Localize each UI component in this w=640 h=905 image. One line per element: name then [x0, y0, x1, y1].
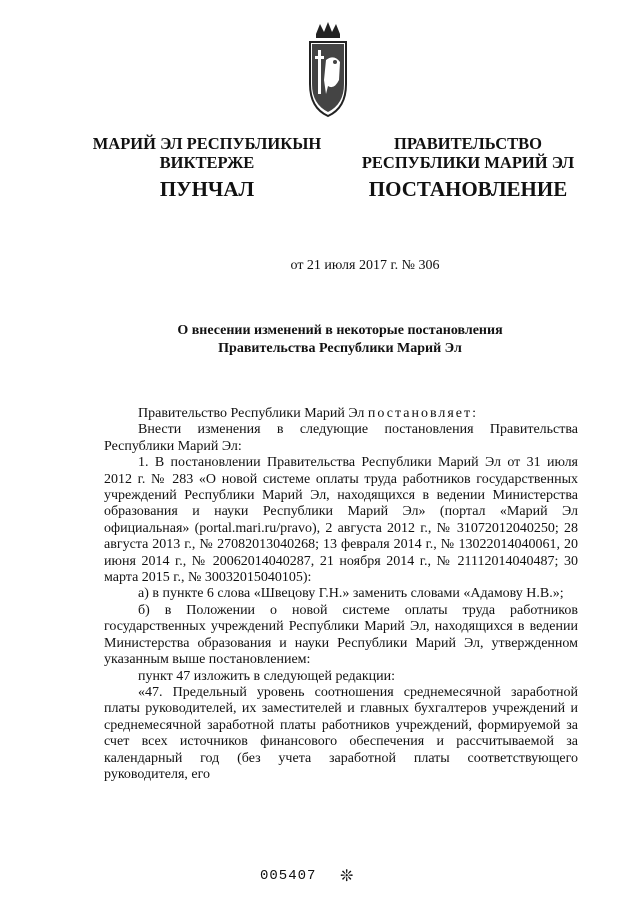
- header-right-org-line2: РЕСПУБЛИКИ МАРИЙ ЭЛ: [361, 153, 575, 172]
- footer-mark: ❊: [340, 868, 354, 885]
- paragraph-3: а) в пункте 6 слова «Швецову Г.Н.» заменить словами «Адамову Н.В.»;: [138, 586, 564, 602]
- paragraph-1: Внести изменения в следующие постановления Правительства Республики Марий Эл:: [104, 422, 578, 454]
- intro-verb: постановляет:: [367, 406, 479, 421]
- doc-type-right: ПОСТАНОВЛЕНИЕ: [368, 177, 568, 201]
- paragraph-6: «47. Предельный уровень соотношения среднемесячной заработной платы руководителей, их заместителей и главных бухгалтеров учреждений и среднемесячной заработной платы работников учреждений, формируемой за счет всех источников финансового обеспечения и рассчитываемой за календарный год (без учета заработной платы соответствующего руководителя, его: [104, 684, 578, 782]
- header-left-org-line2: ВИКТЕРЖЕ: [159, 153, 255, 172]
- doc-type-left: ПУНЧАЛ: [159, 177, 255, 201]
- document-body: [104, 406, 578, 783]
- coat-of-arms-emblem: [304, 20, 352, 120]
- header-right-org-line1: ПРАВИТЕЛЬСТВО: [394, 134, 542, 153]
- serial-number: 005407: [260, 868, 317, 884]
- paragraph-2: 1. В постановлении Правительства Республики Марий Эл от 31 июля 2012 г. № 283 «О новой системе оплаты труда работников государственных учреждений Республики Марий Эл, находящихся в ведении Министерства образования и науки Республики Марий Эл» (портал «Марий Эл официальная» (portal.mari.ru/pravo), 2 августа 2012 г., № 31072012040250; 28 августа 2013 г., № 27082013040268; 13 февраля 2014 г., № 13022014040061, 20 июня 2014 г., № 20062014040287, 21 ноября 2014 г., № 21112014040487; 30 марта 2015 г., № 30032015040105):: [104, 455, 578, 586]
- paragraph-4: б) в Положении о новой системе оплаты труда работников государственных учреждений Республики Марий Эл, находящихся в ведении Министерства образования и науки Республики Марий Эл, утвержденном указанным выше постановлением:: [104, 602, 578, 668]
- title-line1: О внесении изменений в некоторые постановления: [177, 323, 503, 338]
- header-left-org-line1: МАРИЙ ЭЛ РЕСПУБЛИКЫН: [92, 134, 322, 153]
- header-left-org: [92, 134, 322, 172]
- document-title: [120, 322, 560, 358]
- paragraph-5: пункт 47 изложить в следующей редакции:: [138, 668, 395, 684]
- title-line2: Правительства Республики Марий Эл: [218, 341, 462, 356]
- date-line: от 21 июля 2017 г. № 306: [290, 258, 440, 273]
- header-right-org: [348, 134, 588, 172]
- intro-prefix: Правительство Республики Марий Эл: [138, 406, 365, 421]
- intro-paragraph: [104, 406, 578, 422]
